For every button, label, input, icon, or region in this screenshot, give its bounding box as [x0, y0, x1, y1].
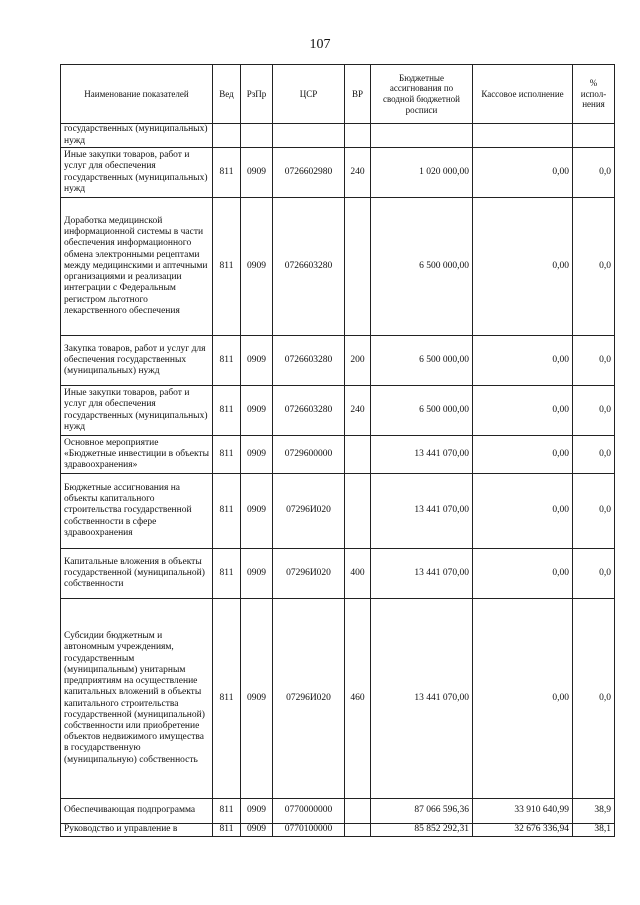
cell-ved: 811 — [213, 436, 241, 474]
cell-csr: 0726603280 — [273, 336, 345, 386]
cell-rzpr: 0909 — [241, 799, 273, 824]
cell-percent: 0,0 — [573, 549, 615, 599]
budget-execution-table — [60, 64, 615, 837]
table-row — [61, 336, 615, 386]
cell-percent: 0,0 — [573, 198, 615, 336]
cell-ved: 811 — [213, 549, 241, 599]
cell-name: Руководство и управление в — [61, 824, 213, 837]
cell-cash: 0,00 — [473, 148, 573, 198]
cell-vr — [345, 436, 371, 474]
table-row — [61, 198, 615, 336]
cell-percent: 0,0 — [573, 336, 615, 386]
cell-rzpr: 0909 — [241, 474, 273, 549]
cell-rzpr: 0909 — [241, 198, 273, 336]
cell-percent — [573, 124, 615, 148]
cell-name: Закупка товаров, работ и услуг для обеспечения государственных (муниципальных) нужд — [61, 336, 213, 386]
header-percent: % испол-нения — [573, 65, 615, 124]
cell-percent: 0,0 — [573, 386, 615, 436]
cell-rzpr: 0909 — [241, 336, 273, 386]
cell-cash: 32 676 336,94 — [473, 824, 573, 837]
cell-ved: 811 — [213, 824, 241, 837]
page-number: 107 — [309, 37, 331, 52]
cell-vr — [345, 474, 371, 549]
table-row — [61, 549, 615, 599]
cell-percent: 0,0 — [573, 599, 615, 799]
cell-name: Иные закупки товаров, работ и услуг для обеспечения государственных (муниципальных) нужд — [61, 386, 213, 436]
cell-csr: 0729600000 — [273, 436, 345, 474]
cell-percent: 0,0 — [573, 148, 615, 198]
cell-csr: 0726603280 — [273, 198, 345, 336]
cell-percent: 38,9 — [573, 799, 615, 824]
cell-csr: 07296И020 — [273, 549, 345, 599]
cell-name: Капитальные вложения в объекты государственной (муниципальной) собственности — [61, 549, 213, 599]
cell-cash: 0,00 — [473, 198, 573, 336]
cell-vr: 240 — [345, 386, 371, 436]
header-csr: ЦСР — [273, 65, 345, 124]
cell-rzpr — [241, 124, 273, 148]
cell-ved: 811 — [213, 336, 241, 386]
cell-name: Субсидии бюджетным и автономным учреждениям, государственным (муниципальным) унитарным предприятиям на осуществление капитальных вложений в объекты капитального строительства государственной (муниципальной) собственности или приобретение объектов недвижимого имущества в государственную (муниципальную) собственность — [61, 599, 213, 799]
header-budget: Бюджетные ассигнования по сводной бюджетной росписи — [371, 65, 473, 124]
cell-budget — [371, 124, 473, 148]
cell-budget: 6 500 000,00 — [371, 336, 473, 386]
cell-vr: 200 — [345, 336, 371, 386]
cell-percent: 38,1 — [573, 824, 615, 837]
cell-vr: 240 — [345, 148, 371, 198]
cell-csr: 07296И020 — [273, 474, 345, 549]
cell-budget: 1 020 000,00 — [371, 148, 473, 198]
cell-rzpr: 0909 — [241, 549, 273, 599]
cell-cash: 0,00 — [473, 436, 573, 474]
cell-rzpr: 0909 — [241, 148, 273, 198]
header-name: Наименование показателей — [61, 65, 213, 124]
cell-csr: 0770100000 — [273, 824, 345, 837]
cell-ved: 811 — [213, 799, 241, 824]
cell-budget: 87 066 596,36 — [371, 799, 473, 824]
cell-percent: 0,0 — [573, 474, 615, 549]
cell-cash: 0,00 — [473, 336, 573, 386]
cell-name: Доработка медицинской информационной системы в части обеспечения информационного обмена электронными рецептами между медицинскими и аптечными организациями и реализации интеграции с Федеральным регистром льготного лекарственного обеспечения — [61, 198, 213, 336]
cell-cash: 0,00 — [473, 549, 573, 599]
cell-budget: 85 852 292,31 — [371, 824, 473, 837]
cell-budget: 6 500 000,00 — [371, 198, 473, 336]
cell-name: Бюджетные ассигнования на объекты капитального строительства государственной собственности в сфере здравоохранения — [61, 474, 213, 549]
cell-vr — [345, 198, 371, 336]
cell-ved — [213, 124, 241, 148]
cell-rzpr: 0909 — [241, 386, 273, 436]
cell-vr: 400 — [345, 549, 371, 599]
cell-ved: 811 — [213, 599, 241, 799]
header-ved: Вед — [213, 65, 241, 124]
cell-vr — [345, 799, 371, 824]
table-row — [61, 824, 615, 837]
table-row — [61, 124, 615, 148]
table-row — [61, 799, 615, 824]
header-rzpr: РзПр — [241, 65, 273, 124]
cell-percent: 0,0 — [573, 436, 615, 474]
cell-csr: 0726603280 — [273, 386, 345, 436]
cell-budget: 13 441 070,00 — [371, 436, 473, 474]
cell-rzpr: 0909 — [241, 824, 273, 837]
cell-vr: 460 — [345, 599, 371, 799]
cell-csr: 0726602980 — [273, 148, 345, 198]
cell-csr: 0770000000 — [273, 799, 345, 824]
cell-rzpr: 0909 — [241, 436, 273, 474]
cell-csr — [273, 124, 345, 148]
cell-name: Иные закупки товаров, работ и услуг для обеспечения государственных (муниципальных) нужд — [61, 148, 213, 198]
cell-ved: 811 — [213, 386, 241, 436]
header-vr: ВР — [345, 65, 371, 124]
cell-budget: 13 441 070,00 — [371, 599, 473, 799]
cell-cash: 0,00 — [473, 386, 573, 436]
table-row — [61, 386, 615, 436]
cell-budget: 6 500 000,00 — [371, 386, 473, 436]
cell-cash: 0,00 — [473, 599, 573, 799]
cell-name: государственных (муниципальных) нужд — [61, 124, 213, 148]
table-row — [61, 436, 615, 474]
cell-ved: 811 — [213, 148, 241, 198]
table-row — [61, 599, 615, 799]
cell-budget: 13 441 070,00 — [371, 474, 473, 549]
table-row — [61, 474, 615, 549]
cell-budget: 13 441 070,00 — [371, 549, 473, 599]
cell-name: Обеспечивающая подпрограмма — [61, 799, 213, 824]
cell-ved: 811 — [213, 198, 241, 336]
cell-csr: 07296И020 — [273, 599, 345, 799]
table-row — [61, 148, 615, 198]
cell-cash — [473, 124, 573, 148]
table-header-row — [61, 65, 615, 124]
cell-cash: 0,00 — [473, 474, 573, 549]
cell-rzpr: 0909 — [241, 599, 273, 799]
cell-vr — [345, 824, 371, 837]
cell-cash: 33 910 640,99 — [473, 799, 573, 824]
cell-vr — [345, 124, 371, 148]
cell-name: Основное мероприятие «Бюджетные инвестиции в объекты здравоохранения» — [61, 436, 213, 474]
header-cash: Кассовое исполнение — [473, 65, 573, 124]
cell-ved: 811 — [213, 474, 241, 549]
